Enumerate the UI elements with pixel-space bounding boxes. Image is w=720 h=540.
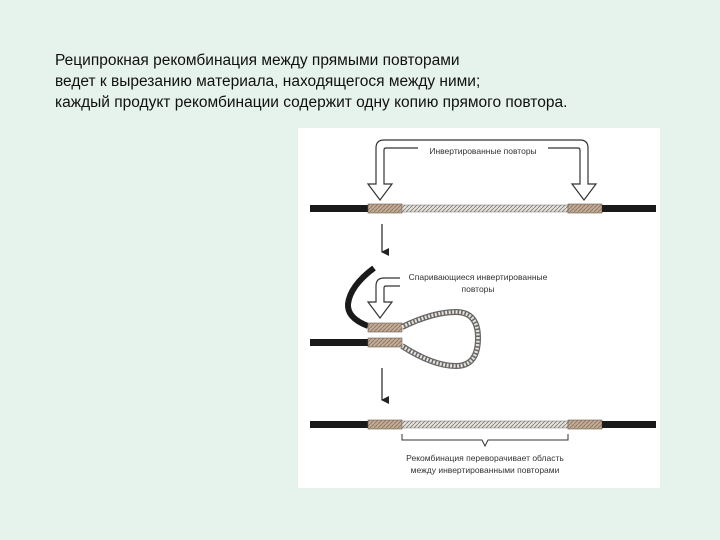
dna-flank-left-2 bbox=[310, 339, 368, 346]
dna-curved-end bbox=[348, 268, 374, 326]
heading-line-3: каждый продукт рекомбинации содержит одну копию прямого повтора. bbox=[55, 94, 568, 111]
dna-row-1 bbox=[310, 204, 656, 213]
dna-flank-right-3 bbox=[602, 421, 656, 428]
heading-line-1: Реципрокная рекомбинация между прямыми повторами bbox=[55, 52, 460, 69]
dna-row-3 bbox=[310, 420, 656, 429]
label-pairing-2: повторы bbox=[461, 284, 495, 294]
label-inverted-repeats: Инвертированные повторы bbox=[429, 146, 537, 156]
brace bbox=[402, 434, 568, 446]
recombination-figure bbox=[298, 128, 660, 488]
dna-flank-left-3 bbox=[310, 421, 368, 428]
dna-flank-right bbox=[602, 205, 656, 212]
label-result-2: между инвертированными повторами bbox=[410, 465, 560, 475]
dna-loop bbox=[402, 312, 478, 366]
label-pairing-1: Спаривающиеся инвертированные bbox=[408, 272, 548, 282]
label-result-1: Рекомбинация переворачивает область bbox=[406, 453, 564, 463]
dna-flank-left bbox=[310, 205, 368, 212]
heading-text bbox=[55, 50, 695, 113]
heading-line-2: ведет к вырезанию материала, находящегося между ними; bbox=[55, 73, 481, 90]
recombination-diagram bbox=[298, 128, 660, 488]
